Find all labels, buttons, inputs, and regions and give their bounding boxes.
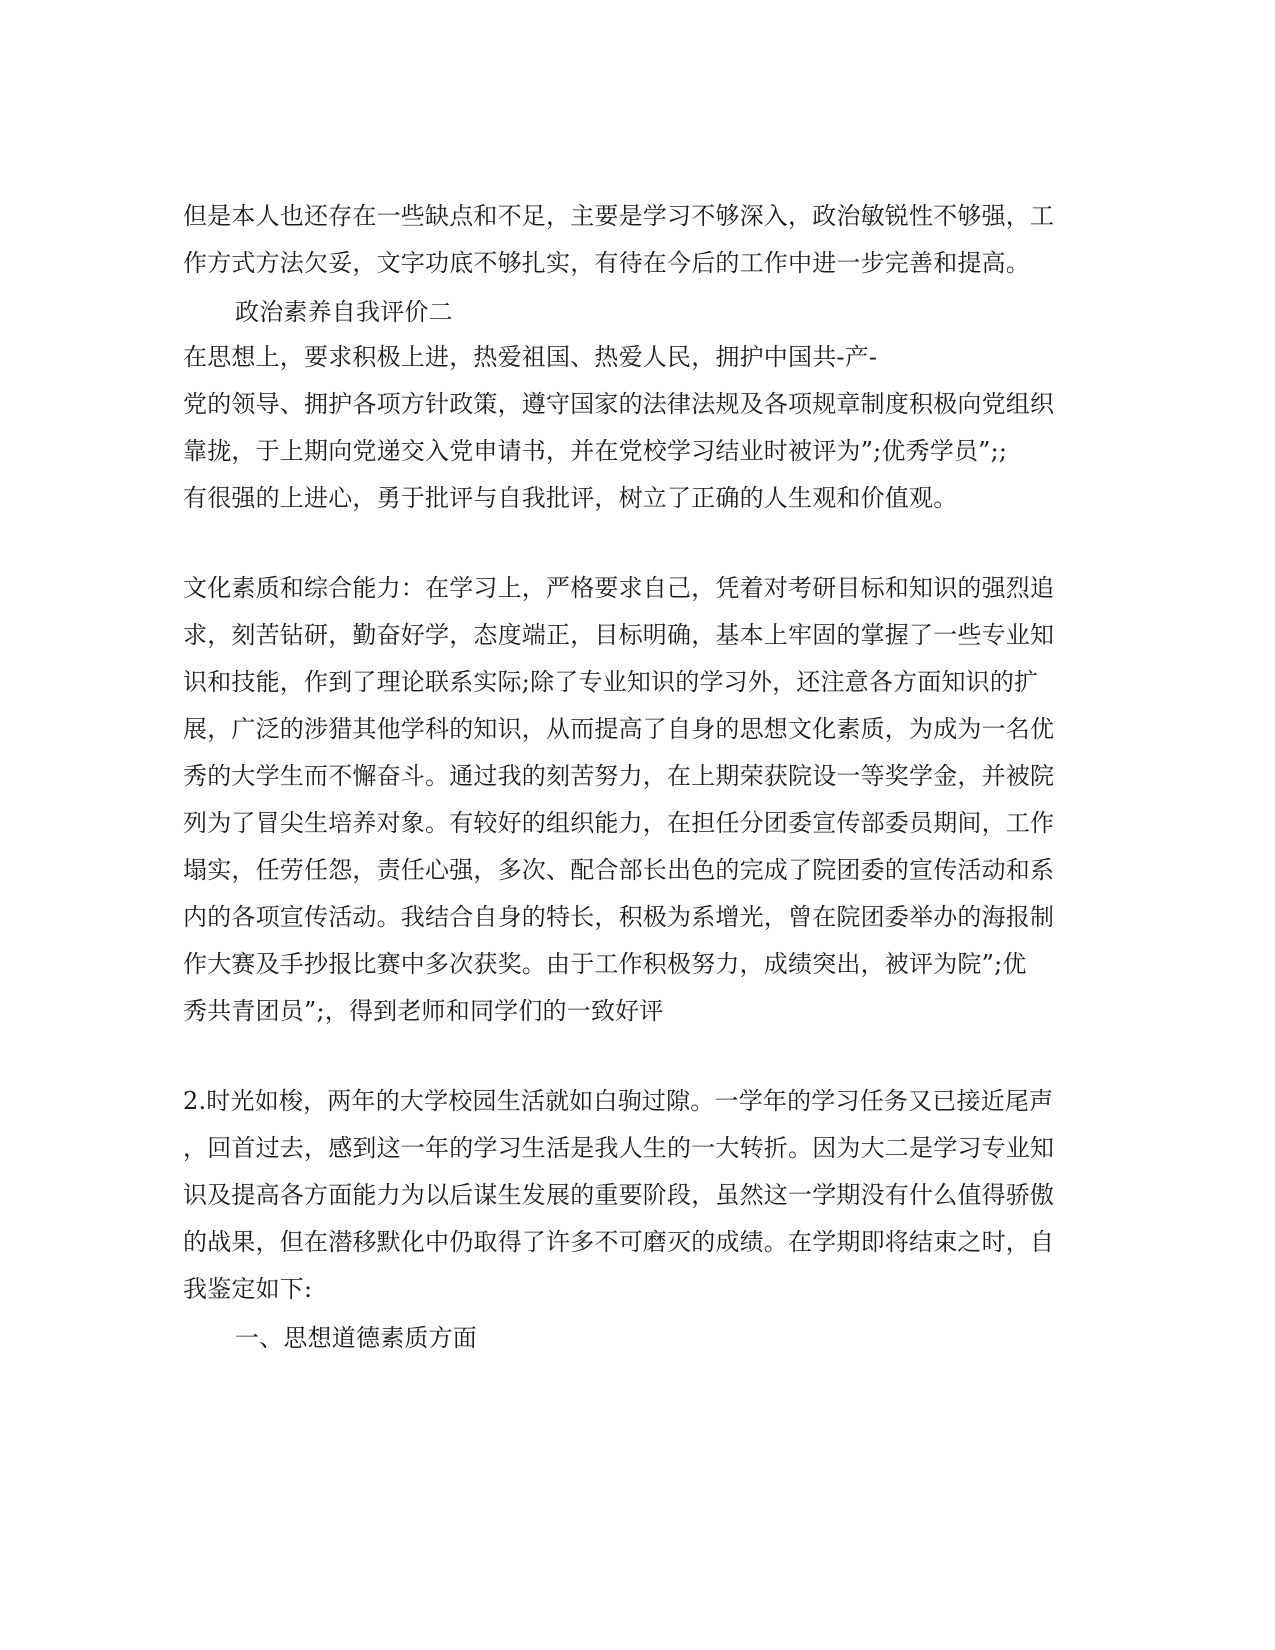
text-line: 识和技能，作到了理论联系实际;除了专业知识的学习外，还注意各方面知识的扩 bbox=[183, 668, 1039, 696]
text-line: 靠拢，于上期向党递交入党申请书，并在党校学习结业时被评为”;优秀学员”;; bbox=[183, 437, 1008, 465]
text-line: 展，广泛的涉猎其他学科的知识，从而提高了自身的思想文化素质，为成为一名优 bbox=[183, 715, 1055, 743]
text-line: 2.时光如梭，两年的大学校园生活就如白驹过隙。一学年的学习任务又已接近尾声 bbox=[183, 1087, 1054, 1115]
text-line: 识及提高各方面能力为以后谋生发展的重要阶段，虽然这一学期没有什么值得骄傲 bbox=[183, 1181, 1055, 1209]
text-line: 求，刻苦钻研，勤奋好学，态度端正，目标明确，基本上牢固的掌握了一些专业知 bbox=[183, 621, 1055, 649]
text-line: 作大赛及手抄报比赛中多次获奖。由于工作积极努力，成绩突出，被评为院”;优 bbox=[183, 950, 1027, 978]
text-line: 列为了冒尖生培养对象。有较好的组织能力，在担任分团委宣传部委员期间，工作 bbox=[183, 809, 1055, 837]
text-line: 的战果，但在潜移默化中仍取得了许多不可磨灭的成绩。在学期即将结束之时，自 bbox=[183, 1228, 1055, 1256]
text-line: 作方式方法欠妥，文字功底不够扎实，有待在今后的工作中进一步完善和提高。 bbox=[183, 249, 1030, 277]
text-line: 但是本人也还存在一些缺点和不足，主要是学习不够深入，政治敏锐性不够强，工 bbox=[183, 202, 1055, 230]
text-line: ，回首过去，感到这一年的学习生活是我人生的一大转折。因为大二是学习专业知 bbox=[183, 1134, 1055, 1162]
text-line: 塌实，任劳任怨，责任心强，多次、配合部长出色的完成了院团委的宣传活动和系 bbox=[183, 856, 1055, 884]
section-heading: 政治素养自我评价二 bbox=[235, 298, 453, 326]
section-heading: 一、思想道德素质方面 bbox=[235, 1324, 477, 1352]
text-line: 文化素质和综合能力：在学习上，严格要求自己，凭着对考研目标和知识的强烈追 bbox=[183, 574, 1055, 602]
text-line: 有很强的上进心，勇于批评与自我批评，树立了正确的人生观和价值观。 bbox=[183, 484, 958, 512]
text-line: 秀共青团员”;，得到老师和同学们的一致好评 bbox=[183, 997, 664, 1025]
text-line: 内的各项宣传活动。我结合自身的特长，积极为系增光，曾在院团委举办的海报制 bbox=[183, 903, 1055, 931]
text-line: 我鉴定如下: bbox=[183, 1275, 313, 1303]
text-line: 党的领导、拥护各项方针政策，遵守国家的法律法规及各项规章制度积极向党组织 bbox=[183, 390, 1055, 418]
text-line: 在思想上，要求积极上进，热爱祖国、热爱人民，拥护中国共-产- bbox=[183, 343, 878, 371]
text-line: 秀的大学生而不懈奋斗。通过我的刻苦努力，在上期荣获院设一等奖学金，并被院 bbox=[183, 762, 1055, 790]
